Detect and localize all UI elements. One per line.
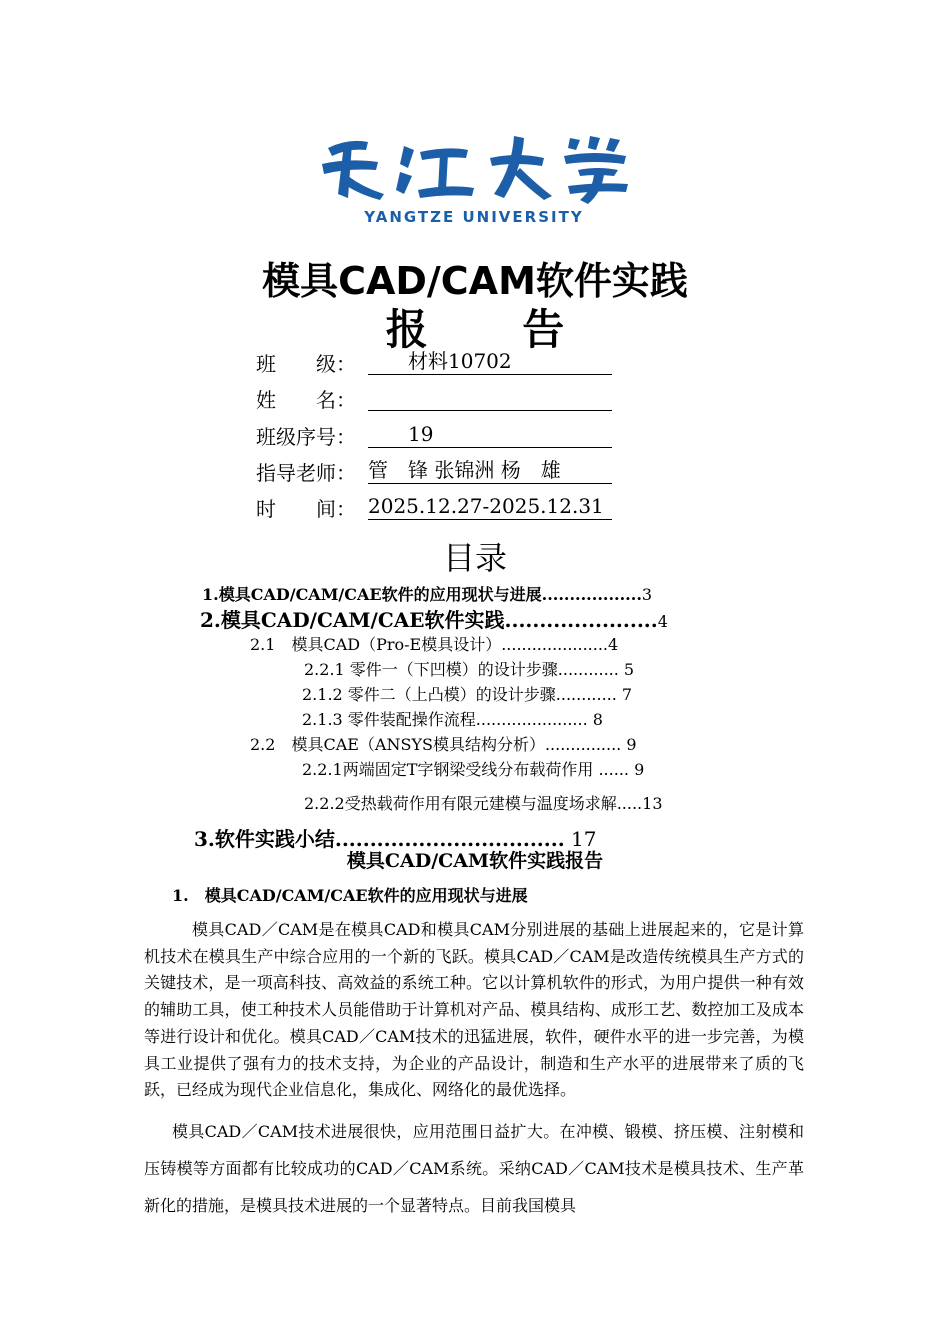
- info-label: 班级序号：: [256, 425, 356, 449]
- info-label: 时 间：: [256, 497, 356, 521]
- toc-entry-page: 8: [587, 710, 603, 729]
- report-section-title: 模具CAD/CAM软件实践报告: [346, 850, 604, 872]
- toc-title: 目录: [442, 539, 507, 577]
- info-value: 19: [368, 421, 612, 448]
- toc-entry-page: 3: [641, 585, 653, 604]
- toc-entry-page: 9: [629, 760, 645, 779]
- body-paragraph: 模具CAD／CAM技术进展很快，应用范围日益扩大。在冲模、锻模、挤压模、注射模和压铸模等方面都有比较成功的CAD／CAM系统。采纳CAD／CAM技术是模具技术、生产革新化的措施，是模具技术进展的一个显著特点。目前我国模具: [144, 1122, 804, 1215]
- toc-entry[interactable]: [302, 757, 644, 780]
- toc-entry-text: 3.软件实践小结.................................: [194, 827, 565, 851]
- info-label: 班 级：: [256, 352, 356, 376]
- report-main-title: 模具CAD/CAM软件实践: [262, 259, 688, 303]
- info-label: 姓 名：: [256, 388, 356, 412]
- toc-entry-text: 2.模具CAD/CAM/CAE软件实践......................: [200, 608, 658, 632]
- toc-entry[interactable]: [250, 732, 637, 755]
- toc-entry-text: 2.2.1两端固定T字钢梁受线分布载荷作用 ......: [302, 760, 629, 779]
- toc-entry-text: 1.模具CAD/CAM/CAE软件的应用现状与进展..................: [202, 585, 642, 604]
- toc-entry-text: 2.1.3 零件装配操作流程......................: [302, 710, 588, 729]
- toc-entry[interactable]: [302, 682, 632, 705]
- toc-entry[interactable]: [304, 791, 663, 814]
- toc-entry-text: 2.1.2 零件二（上凸模）的设计步骤............: [302, 685, 617, 704]
- toc-entry-text: 2.2 模具CAE（ANSYS模具结构分析）...............: [250, 735, 622, 754]
- info-label: 指导老师：: [256, 461, 356, 485]
- toc-entry-page: 13: [642, 794, 663, 813]
- toc-entry-page: 7: [616, 685, 633, 704]
- info-value: 2025.12.27-2025.12.31: [368, 493, 612, 520]
- body-paragraph: 模具CAD／CAM是在模具CAD和模具CAM分别进展的基础上进展起来的，它是计算机技术在模具生产中综合应用的一个新的飞跃。模具CAD／CAM是改造传统模具生产方式的关键技术，是一项高科技、高效益的系统工种。它以计算机软件的形式，为用户提供一种有效的辅助工具，使工种技术人员能借助于计算机对产品、模具结构、成形工艺、数控加工及成本等进行设计和优化。模具CAD／CAM技术的迅猛进展，软件，硬件水平的进一步完善，为模具工业提供了强有力的技术支持，为企业的产品设计，制造和生产水平的进展带来了质的飞跃，已经成为现代企业信息化，集成化、网络化的最优选择。: [144, 920, 804, 1100]
- info-value: [368, 384, 612, 411]
- toc-entry-text: 2.2.1 零件一（下凹模）的设计步骤............: [304, 660, 619, 679]
- toc-entry[interactable]: [302, 707, 603, 730]
- section-heading: 1. 模具CAD/CAM/CAE软件的应用现状与进展: [172, 886, 528, 905]
- university-logo: [308, 128, 640, 236]
- logo-english-text: YANGTZE UNIVERSITY: [364, 208, 584, 226]
- toc-entry-page: 9: [621, 735, 637, 754]
- toc-entry-text: 2.2.2受热载荷作用有限元建模与温度场求解.....: [304, 794, 643, 813]
- report-subtitle: 报 告: [385, 305, 605, 354]
- info-value: 管 锋 张锦洲 杨 雄: [368, 457, 612, 484]
- toc-entry[interactable]: [202, 582, 652, 605]
- toc-entry-text: 2.1 模具CAD（Pro-E模具设计）.....................: [250, 635, 609, 654]
- info-value: 材料10702: [368, 348, 612, 375]
- toc-entry-page: 17: [564, 827, 597, 851]
- toc-entry-page: 4: [657, 612, 668, 631]
- toc-entry-page: 5: [618, 660, 635, 679]
- toc-entry[interactable]: [304, 657, 634, 680]
- toc-entry[interactable]: [200, 604, 668, 633]
- logo-calligraphy-icon: [308, 128, 640, 208]
- toc-entry[interactable]: [250, 632, 618, 655]
- toc-entry-page: 4: [608, 635, 619, 654]
